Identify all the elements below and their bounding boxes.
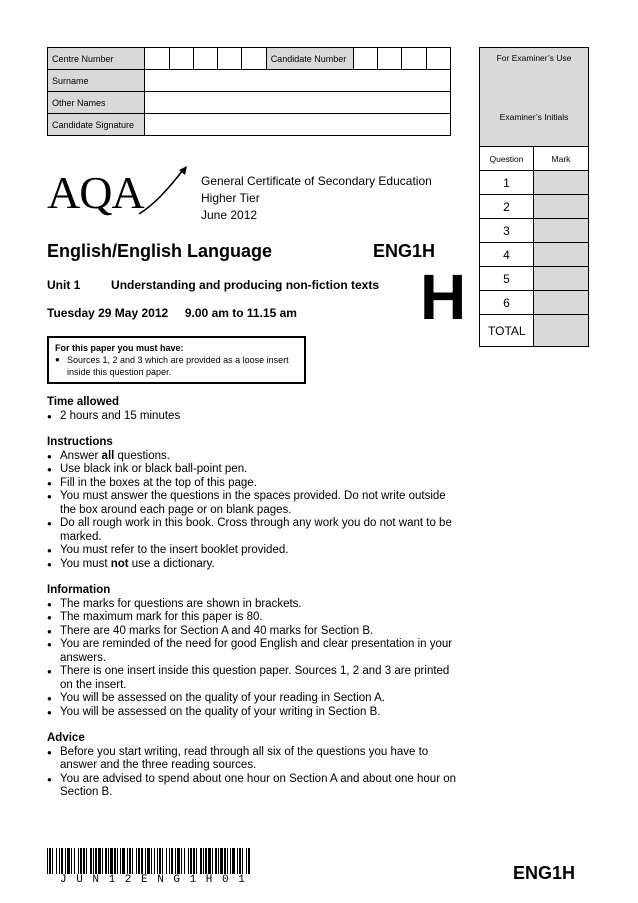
barcode-bar [136,848,137,874]
instructions-heading: Instructions [47,436,113,448]
barcode-bar [93,848,94,874]
exam-time: 9.00 am to 11.15 am [184,306,297,320]
candidate-number-box[interactable] [426,48,450,70]
barcode-bar [175,848,176,874]
examiner-initials-label: Examiner’s Initials [499,112,569,122]
barcode-bar [159,848,161,874]
barcode-bar [208,848,211,874]
qualification-block [201,173,432,224]
list-item: ● You must answer the questions in the spaces provided. Do not write outside the box around each page or on blank pages. [47,490,457,517]
mark-header: Mark [534,147,589,171]
list-item: ● There is one insert inside this question paper. Sources 1, 2 and 3 are printed on the insert. [47,665,457,692]
exam-date: Tuesday 29 May 2012 [47,306,169,320]
barcode-bar [171,848,173,874]
barcode-text: JUN12ENG1H01 [60,874,255,886]
barcode-bar [67,848,70,874]
materials-box [47,336,306,384]
unit-line [47,278,379,292]
list-item: ● You are advised to spend about one hour on Section A and about one hour on Section B. [47,773,457,800]
barcode-bar [190,848,192,874]
signature-field[interactable] [145,114,451,136]
examiner-use-box [479,47,589,146]
list-item: ● You must refer to the insert booklet provided. [47,544,457,558]
barcode-bar [203,848,204,874]
barcode-bar [193,848,195,874]
barcode-bar [95,848,97,874]
barcode-bar [117,848,118,874]
instructions-list [47,450,457,572]
barcode-bar [127,848,128,874]
barcode-bar [242,848,243,874]
list-item [47,450,457,464]
barcode-bar [105,848,107,874]
barcode-bar [147,848,150,874]
centre-number-box[interactable] [242,48,266,70]
unit-number: Unit 1 [47,278,81,292]
barcode-bar [218,848,219,874]
list-item: ● You will be assessed on the quality of your reading in Section A. [47,692,457,706]
list-item: ● There are 40 marks for Section A and 40 marks for Section B. [47,625,457,639]
time-allowed-list [47,410,457,424]
list-item: ● 2 hours and 15 minutes [47,410,457,424]
barcode-bar [78,848,79,874]
tier-label: Higher Tier [201,191,260,205]
mark-cell[interactable] [534,171,589,195]
mark-cell[interactable] [534,243,589,267]
candidate-number-box[interactable] [353,48,377,70]
list-item-text: use a dictionary. [128,557,215,570]
barcode-bar [108,848,109,874]
barcode-bar [141,848,143,874]
barcode-bar [138,848,140,874]
barcode-bar [227,848,228,874]
barcode-bar [47,848,48,874]
barcode-bar [80,848,82,874]
barcode-bar [98,848,101,874]
marks-table [479,146,589,347]
barcode-bar [61,848,63,874]
list-item: ● Before you start writing, read through all six of the questions you have to answer and the three reading sources. [47,746,457,773]
aqa-logo [47,164,192,221]
barcode-bar [200,848,202,874]
barcode-bar [74,848,75,874]
barcode-bar [52,848,53,874]
barcode-bar [145,848,146,874]
barcode-bar [151,848,152,874]
barcode-bar [237,848,238,874]
barcode-bar [86,848,87,874]
candidate-number-box[interactable] [402,48,426,70]
materials-title: For this paper you must have: [55,343,184,353]
list-item: ● Fill in the boxes at the top of this page. [47,477,457,491]
barcode-bar [212,848,213,874]
question-number: 5 [480,267,534,291]
barcode-bar [239,848,241,874]
barcode-bar [188,848,189,874]
advice-heading: Advice [47,732,85,744]
barcode-bar [90,848,92,874]
centre-number-box[interactable] [193,48,217,70]
question-number: 1 [480,171,534,195]
materials-item-text: Sources 1, 2 and 3 which are provided as a loose insert inside this question paper. [67,355,289,377]
barcode-bar [224,848,226,874]
candidate-details-table [47,47,451,136]
paper-code: ENG1H [373,241,436,261]
tier-letter: H [420,261,467,333]
barcode-bar [71,848,72,874]
list-item-text: questions. [114,449,170,462]
barcode [47,848,253,874]
barcode-bar [246,848,247,874]
candidate-number-label: Candidate Number [266,48,353,70]
barcode-bar [220,848,223,874]
barcode-bar [83,848,85,874]
footer-paper-code: ENG1H [513,863,576,883]
examiner-panel [479,47,589,347]
time-allowed-heading: Time allowed [47,396,120,408]
barcode-bar [129,848,131,874]
list-item: ● You will be assessed on the quality of your writing in Section B. [47,706,457,720]
mark-cell[interactable] [534,291,589,315]
list-item: ● Use black ink or black ball-point pen. [47,463,457,477]
list-item-emphasis: not [110,557,129,570]
other-names-field[interactable] [145,92,451,114]
aqa-logo-graphic [47,164,192,216]
barcode-bar [181,848,182,874]
list-item: ● The marks for questions are shown in brackets. [47,598,457,612]
surname-label: Surname [48,70,145,92]
list-item-text: Answer [60,449,102,462]
advice-list [47,746,457,800]
barcode-bar [65,848,66,874]
materials-item [55,354,298,378]
mark-cell[interactable] [534,219,589,243]
rubric [47,396,457,813]
barcode-bar [132,848,133,874]
list-item: ● You are reminded of the need for good English and clear presentation in your answers. [47,638,457,665]
information-heading: Information [47,584,111,596]
question-number: 2 [480,195,534,219]
barcode-bar [169,848,170,874]
examiner-use-label: For Examiner’s Use [496,53,572,63]
list-item [47,558,457,572]
signature-label: Candidate Signature [48,114,145,136]
barcode-bar [232,848,235,874]
barcode-bar [154,848,155,874]
barcode-bar [114,848,116,874]
surname-field[interactable] [145,70,451,92]
barcode-bar [230,848,231,874]
certificate-title: General Certificate of Secondary Education [201,174,432,188]
barcode-bar [248,848,250,874]
centre-number-box[interactable] [169,48,193,70]
barcode-bar [102,848,103,874]
other-names-label: Other Names [48,92,145,114]
mark-cell[interactable] [534,267,589,291]
total-mark-cell[interactable] [534,315,589,347]
barcode-bar [205,848,207,874]
candidate-number-box[interactable] [378,48,402,70]
information-list [47,598,457,720]
total-label: TOTAL [480,315,534,347]
question-number: 4 [480,243,534,267]
list-item-text: You must [60,557,111,570]
question-number: 3 [480,219,534,243]
barcode-bar [184,848,185,874]
barcode-bar [122,848,125,874]
barcode-bar [59,848,60,874]
bullet-icon: ● [55,355,60,364]
barcode-bar [49,848,51,874]
barcode-bar [215,848,217,874]
centre-number-box[interactable] [145,48,169,70]
barcode-bar [166,848,167,874]
centre-number-label: Centre Number [48,48,145,70]
centre-number-box[interactable] [218,48,242,70]
list-item: ● The maximum mark for this paper is 80. [47,611,457,625]
list-item: ● Do all rough work in this book. Cross through any work you do not want to be marked. [47,517,457,544]
logo-swoosh-icon [139,170,183,214]
date-line [47,306,297,320]
barcode-bar [196,848,197,874]
barcode-bar [120,848,121,874]
mark-cell[interactable] [534,195,589,219]
barcode-bar [162,848,163,874]
subject-title: English/English Language [47,241,273,261]
barcode-bar [110,848,113,874]
barcode-bar [56,848,57,874]
list-item-emphasis: all [101,449,115,462]
session-label: June 2012 [201,208,258,222]
unit-title: Understanding and producing non-fiction texts [111,278,380,292]
question-number: 6 [480,291,534,315]
barcode-bar [157,848,158,874]
barcode-bar [177,848,180,874]
question-header: Question [480,147,534,171]
aqa-logo-text: AQA [47,167,144,216]
